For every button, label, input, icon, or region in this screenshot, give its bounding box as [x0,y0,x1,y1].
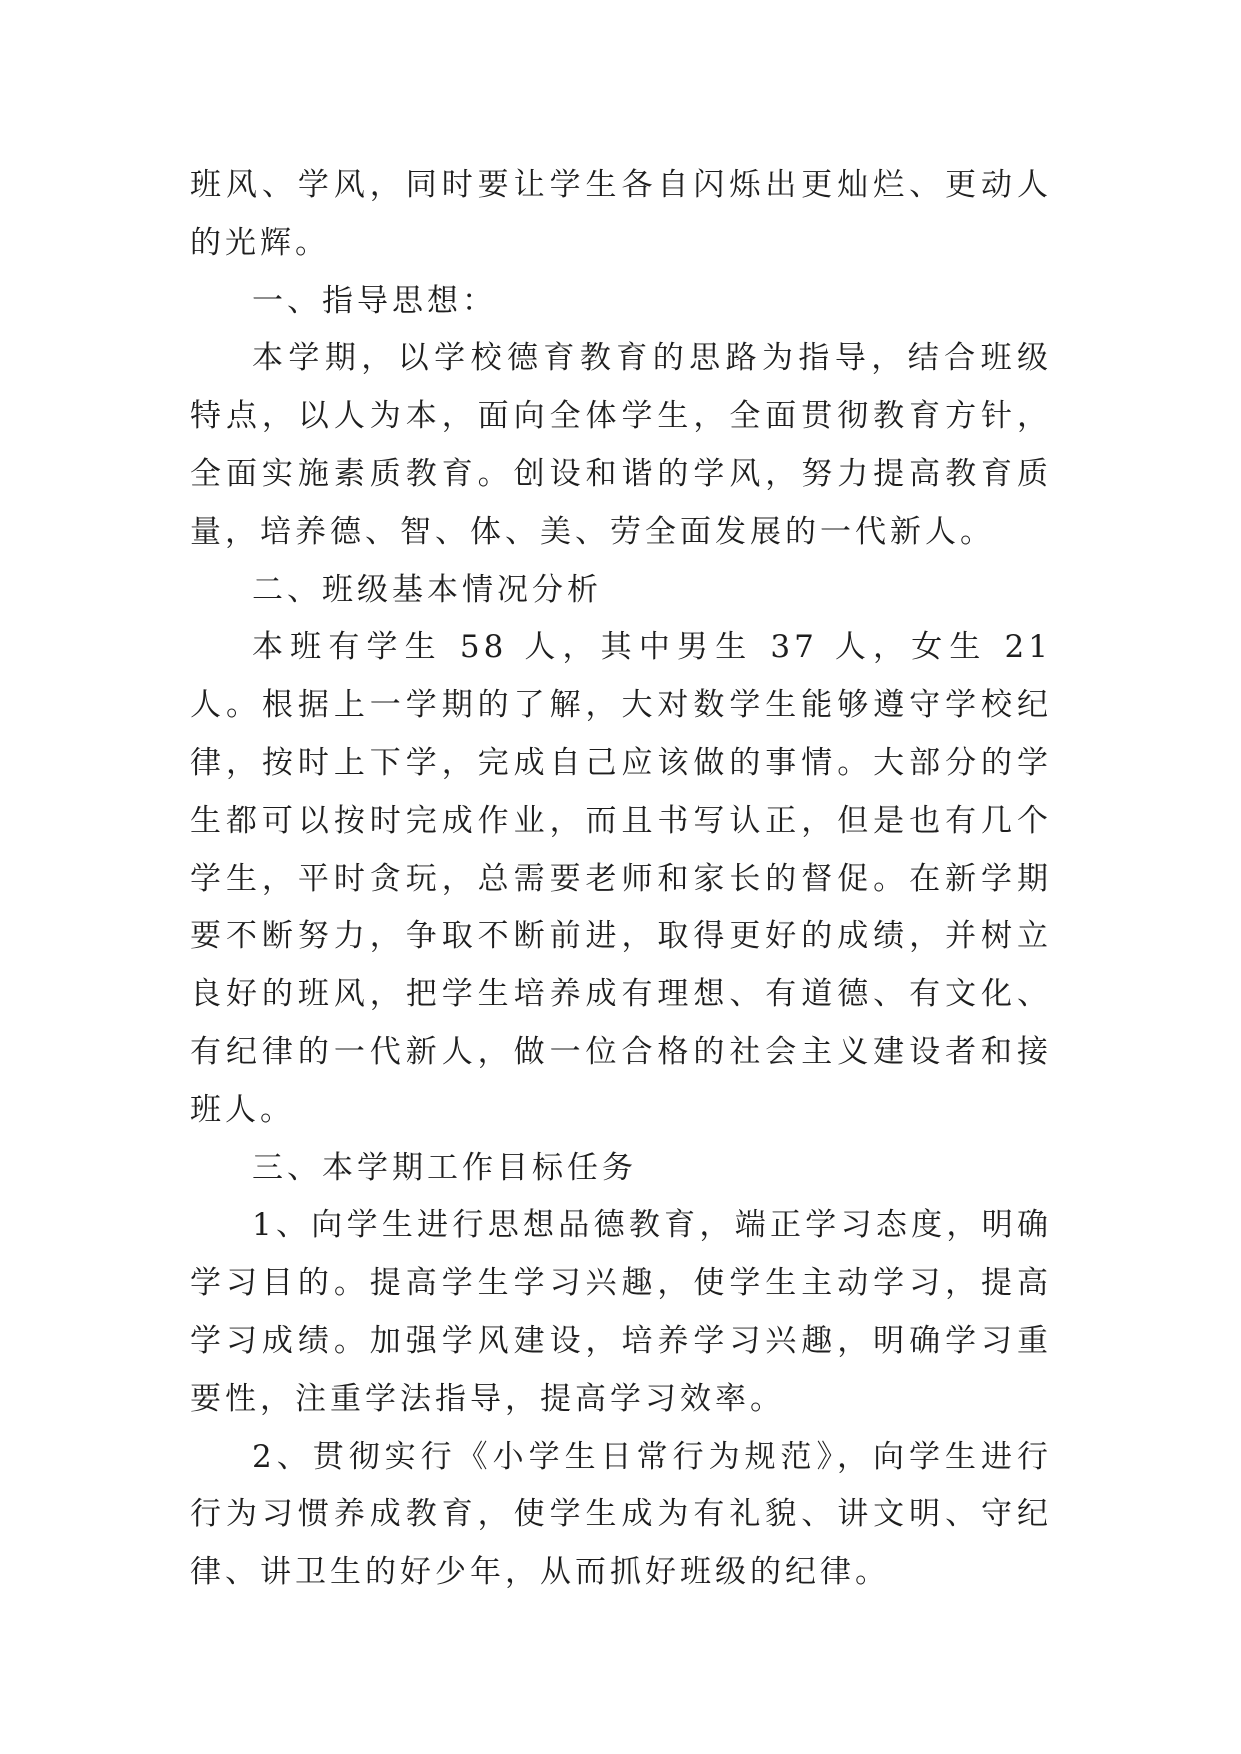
document-body [190,157,1052,1602]
heading-class-analysis: 二、班级基本情况分析 [252,571,602,608]
heading-work-goals: 三、本学期工作目标任务 [252,1149,637,1186]
paragraph-goal-2: 2、贯彻实行《小学生日常行为规范》，向学生进行行为习惯养成教育，使学生成为有礼貌、讲文明、守纪律、讲卫生的好少年，从而抓好班级的纪律。 [190,1438,1052,1591]
paragraph-guiding-thought: 本学期，以学校德育教育的思路为指导，结合班级特点，以人为本，面向全体学生，全面贯彻教育方针，全面实施素质教育。创设和谐的学风，努力提高教育质量，培养德、智、体、美、劳全面发展的一代新人。 [190,340,1052,550]
paragraph-class-analysis: 本班有学生 58 人，其中男生 37 人，女生 21 人。根据上一学期的了解，大对数学生能够遵守学校纪律，按时上下学，完成自己应该做的事情。大部分的学生都可以按时完成作业，而且书写认正，但是也有几个学生，平时贪玩，总需要老师和家长的督促。在新学期要不断努力，争取不断前进，取得更好的成绩，并树立良好的班风，把学生培养成有理想、有道德、有文化、有纪律的一代新人，做一位合格的社会主义建设者和接班人。 [190,629,1052,1128]
paragraph-goal-1: 1、向学生进行思想品德教育，端正学习态度，明确学习目的。提高学生学习兴趣，使学生主动学习，提高学习成绩。加强学风建设，培养学习兴趣，明确学习重要性，注重学法指导，提高学习效率。 [190,1207,1052,1417]
heading-guiding-thought: 一、指导思想： [252,282,497,319]
paragraph-continuation: 班风、学风，同时要让学生各自闪烁出更灿烂、更动人的光辉。 [190,167,1052,261]
